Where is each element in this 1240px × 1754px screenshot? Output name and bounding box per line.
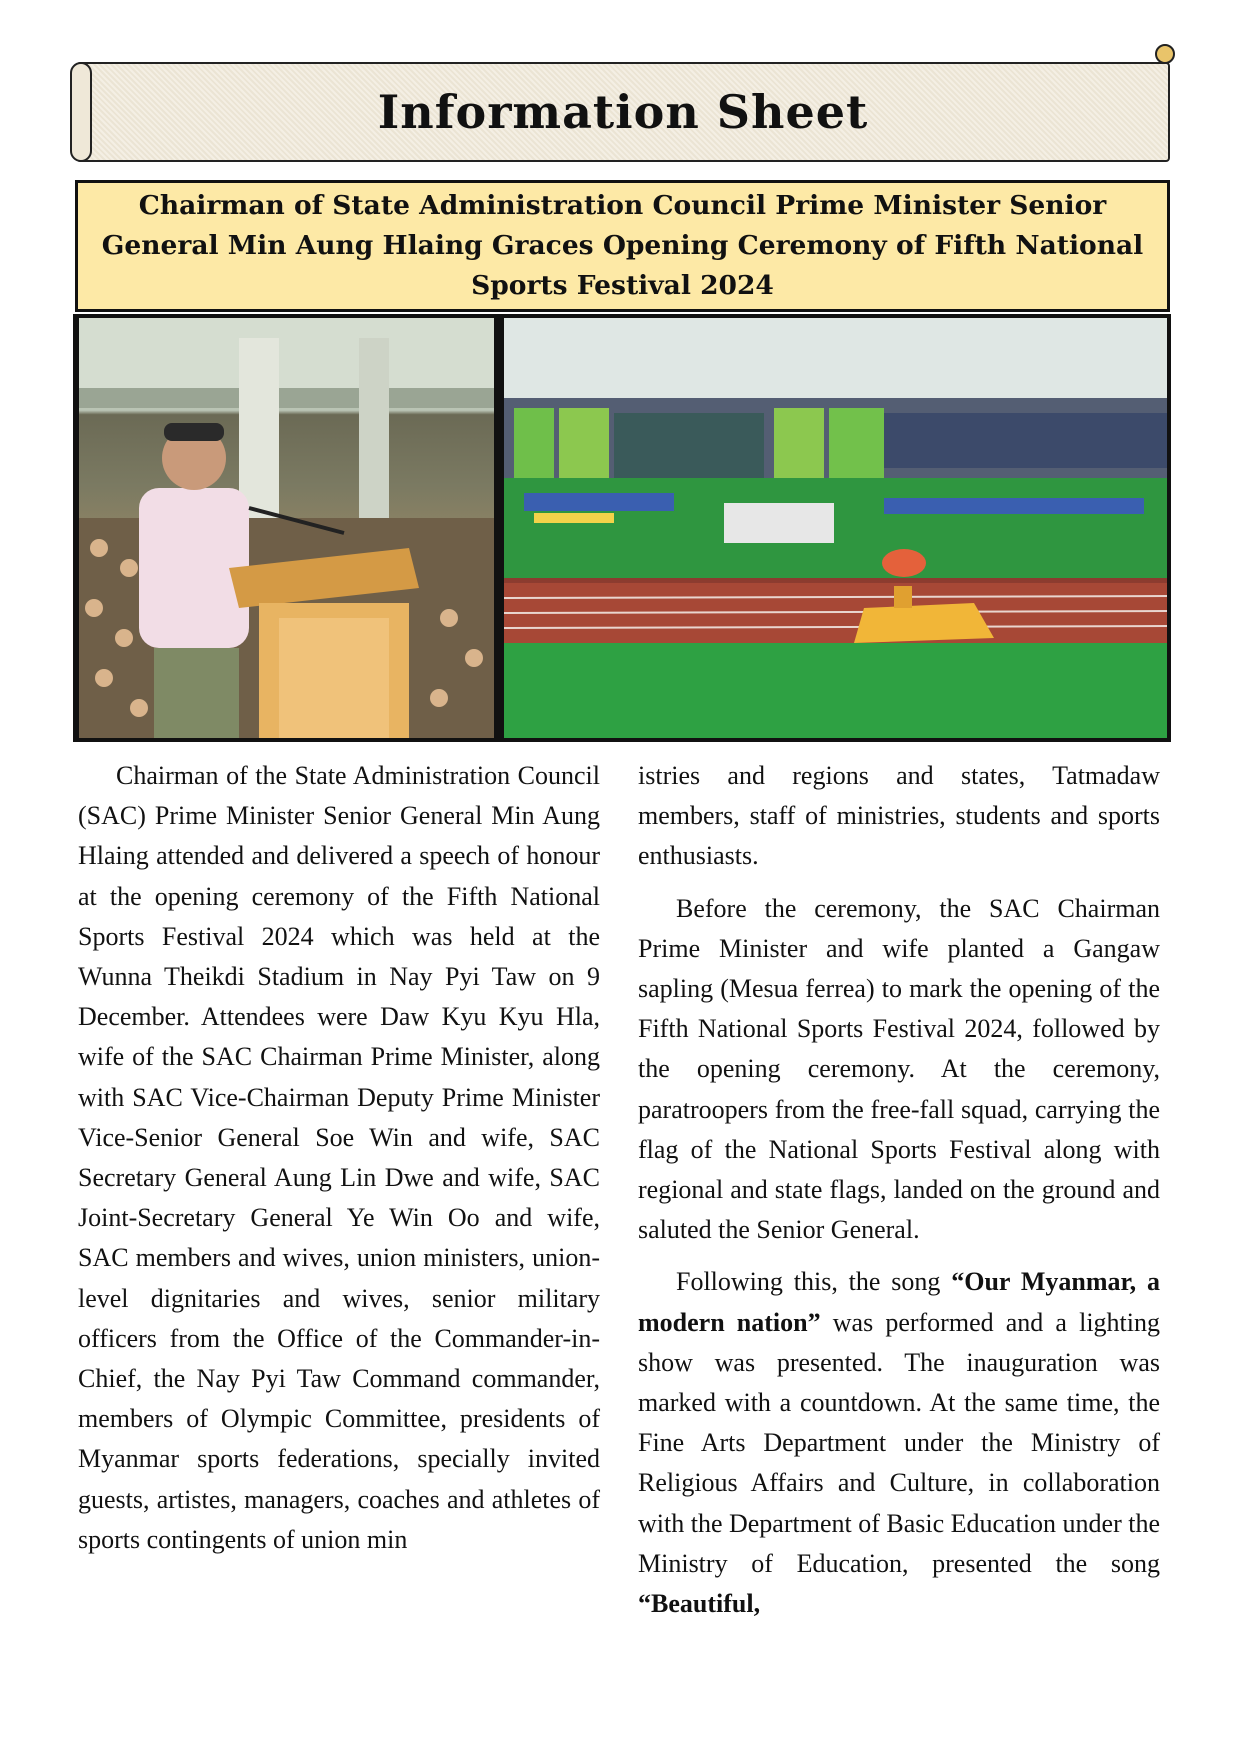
- paragraph-3: [638, 1262, 1160, 1624]
- stadium-photo: [504, 318, 1167, 738]
- scroll-curl-right-icon: [1155, 44, 1175, 64]
- headline-box: [75, 180, 1170, 312]
- song-title-2: “Beautiful,: [638, 1589, 761, 1619]
- paragraph-3-text-a: Following this, the song: [676, 1267, 952, 1297]
- body-column-right: [638, 756, 1160, 1636]
- paragraph-1: Chairman of the State Administration Council (SAC) Prime Minister Senior General Min Aung Hlaing attended and delivered a speech of honour at the opening ceremony of the Fifth National Sports Festival 2024 which was held at the Wunna Theikdi Stadium in Nay Pyi Taw on 9 December. Attendees were Daw Kyu Kyu Hla, wife of the SAC Chairman Prime Minister, along with SAC Vice-Chairman Deputy Prime Minister Vice-Senior General Soe Win and wife, SAC Secretary General Aung Lin Dwe and wife, SAC Joint-Secretary General Ye Win Oo and wife, SAC members and wives, union ministers, union-level dignitaries and wives, senior military officers from the Office of the Commander-in-Chief, the Nay Pyi Taw Command commander, members of Olympic Committee, presidents of Myanmar sports federations, specially invited guests, artistes, managers, coaches and athletes of sports contingents of union min: [78, 761, 600, 1554]
- speaker-illustration: [79, 318, 494, 738]
- paragraph-1-continued: istries and regions and states, Tatmadaw members, staff of ministries, students and sports enthusiasts.: [638, 761, 1160, 871]
- body-column-left: [78, 756, 600, 1572]
- paragraph-2: Before the ceremony, the SAC Chairman Prime Minister and wife planted a Gangaw sapling (Mesua ferrea) to mark the opening of the Fifth National Sports Festival 2024, followed by the opening ceremony. At the ceremony, paratroopers from the free-fall squad, carrying the flag of the National Sports Festival along with regional and state flags, landed on the ground and saluted the Senior General.: [638, 893, 1160, 1245]
- paragraph-3-text-b: was performed and a lighting show was presented. The inauguration was marked with a countdown. At the same time, the Fine Arts Department under the Ministry of Religious Affairs and Culture, in collaboration with the Department of Basic Education under the Ministry of Education, presented the song: [638, 1307, 1161, 1578]
- headline-text: Chairman of State Administration Council Prime Minister Senior General Min Aung Hlaing Graces Opening Ceremony of Fifth National Sports Festival 2024: [101, 190, 1144, 301]
- speaker-photo: [79, 318, 494, 738]
- song-title-1: “Our Myanmar, a modern nation”: [638, 1267, 1160, 1337]
- stadium-illustration: [504, 318, 1167, 738]
- page-title: Information Sheet: [377, 85, 869, 139]
